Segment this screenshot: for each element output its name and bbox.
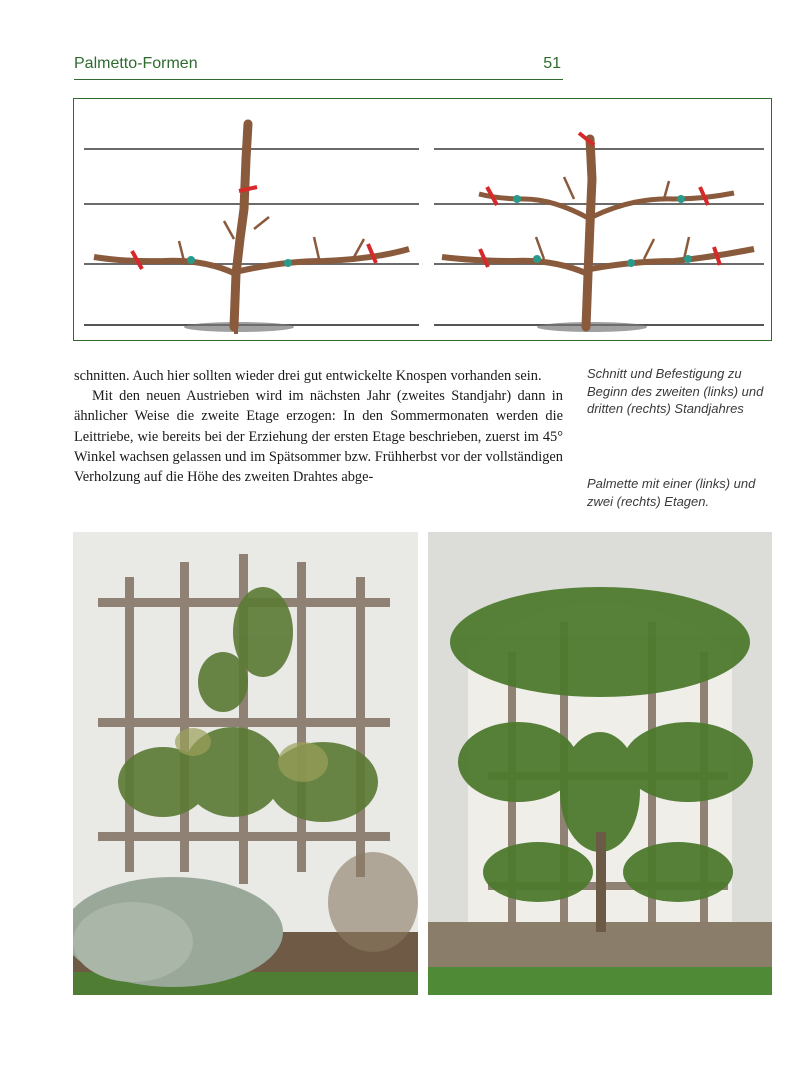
photo-caption: Palmette mit einer (links) und zwei (rechts) Etagen. xyxy=(587,476,756,509)
paragraph-2: Mit den neuen Austrieben wird im nächsten Jahr (zweites Standjahr) dann in ähnlicher Weise die zweite Etage erzogen: In den Sommermonaten werden die Leittriebe, wie bereits bei der Erziehung der ersten Etage beschrieben, zuerst im 45° Winkel wachsen gelassen und im Spätsommer bzw. Frühherbst vor der vollständigen Verholzung auf die Höhe des zweiten Drahtes abge- xyxy=(74,388,563,486)
illustration-caption: Schnitt und Befestigung zu Beginn des zweiten (links) und dritten (rechts) Standjahres xyxy=(587,366,764,416)
page-header xyxy=(74,55,563,80)
paragraph-1: schnitten. Auch hier sollten wieder drei gut entwickelte Knospen vorhanden sein. xyxy=(74,368,542,384)
pruning-illustration xyxy=(73,98,772,341)
photo-palmette-two-tiers xyxy=(428,532,772,995)
section-title: Palmetto-Formen xyxy=(74,55,198,72)
right-tree-drawing xyxy=(434,133,764,332)
tree-drawings-svg xyxy=(74,99,773,342)
body-text xyxy=(74,366,563,487)
photo-palmette-one-tier xyxy=(73,532,418,995)
left-tree-drawing xyxy=(84,124,419,332)
page-number: 51 xyxy=(543,55,561,72)
